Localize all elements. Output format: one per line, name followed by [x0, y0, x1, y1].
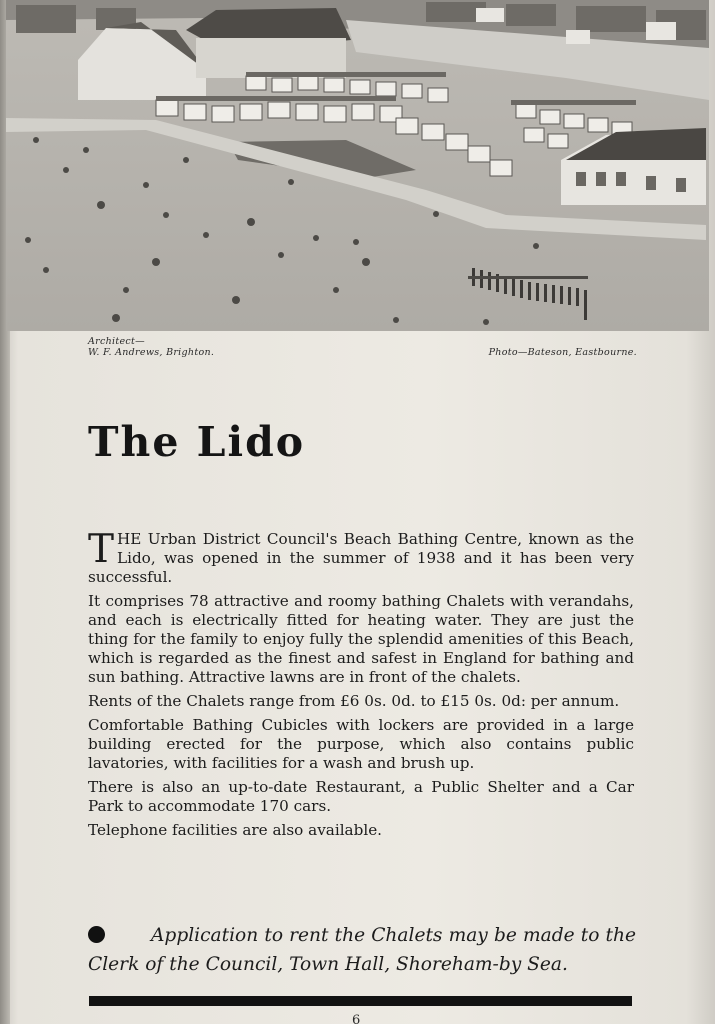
paragraph-intro — [88, 527, 634, 587]
drop-cap: T — [88, 527, 115, 572]
divider-rule — [89, 996, 632, 1006]
paragraph-telephone: Telephone facilities are also available. — [88, 821, 383, 839]
paragraph-rents: Rents of the Chalets range from £6 0s. 0d. to £15 0s. 0d: per annum. — [88, 692, 620, 710]
paragraph-cubicles: Comfortable Bathing Cubicles with lockers are provided in a large building erected for the purpose, which also contains public lavatories, with facilities for a wash and brush up. — [88, 716, 634, 772]
page-title: The Lido — [88, 418, 306, 466]
architect-label: Architect— — [88, 336, 145, 347]
bullet-icon — [88, 926, 105, 943]
application-notice — [88, 921, 636, 979]
architect-caption — [88, 336, 214, 358]
paragraph-restaurant: There is also an up-to-date Restaurant, a Public Shelter and a Car Park to accommodate 170 cars. — [88, 778, 634, 815]
notice-text: Application to rent the Chalets may be made to the Clerk of the Council, Town Hall, Shoreham-by Sea. — [88, 925, 636, 975]
page-number: 6 — [352, 1013, 361, 1024]
paragraph-chalets: It comprises 78 attractive and roomy bathing Chalets with verandahs, and each is electrically fitted for heating water. They are just the thing for the family to enjoy fully the splendid amenities of this Beach, which is regarded as the finest and safest in England for bathing and sun bathing. Attractive lawns are in front of the chalets. — [88, 592, 634, 686]
aerial-photograph — [6, 0, 709, 331]
article-body — [88, 527, 634, 845]
photo-credit: Photo—Bateson, Eastbourne. — [488, 347, 637, 358]
paragraph-text: HE Urban District Council's Beach Bathing Centre, known as the Lido, was opened in the summer of 1938 and it has been very successful. — [88, 530, 634, 586]
architect-name: W. F. Andrews, Brighton. — [88, 347, 215, 358]
